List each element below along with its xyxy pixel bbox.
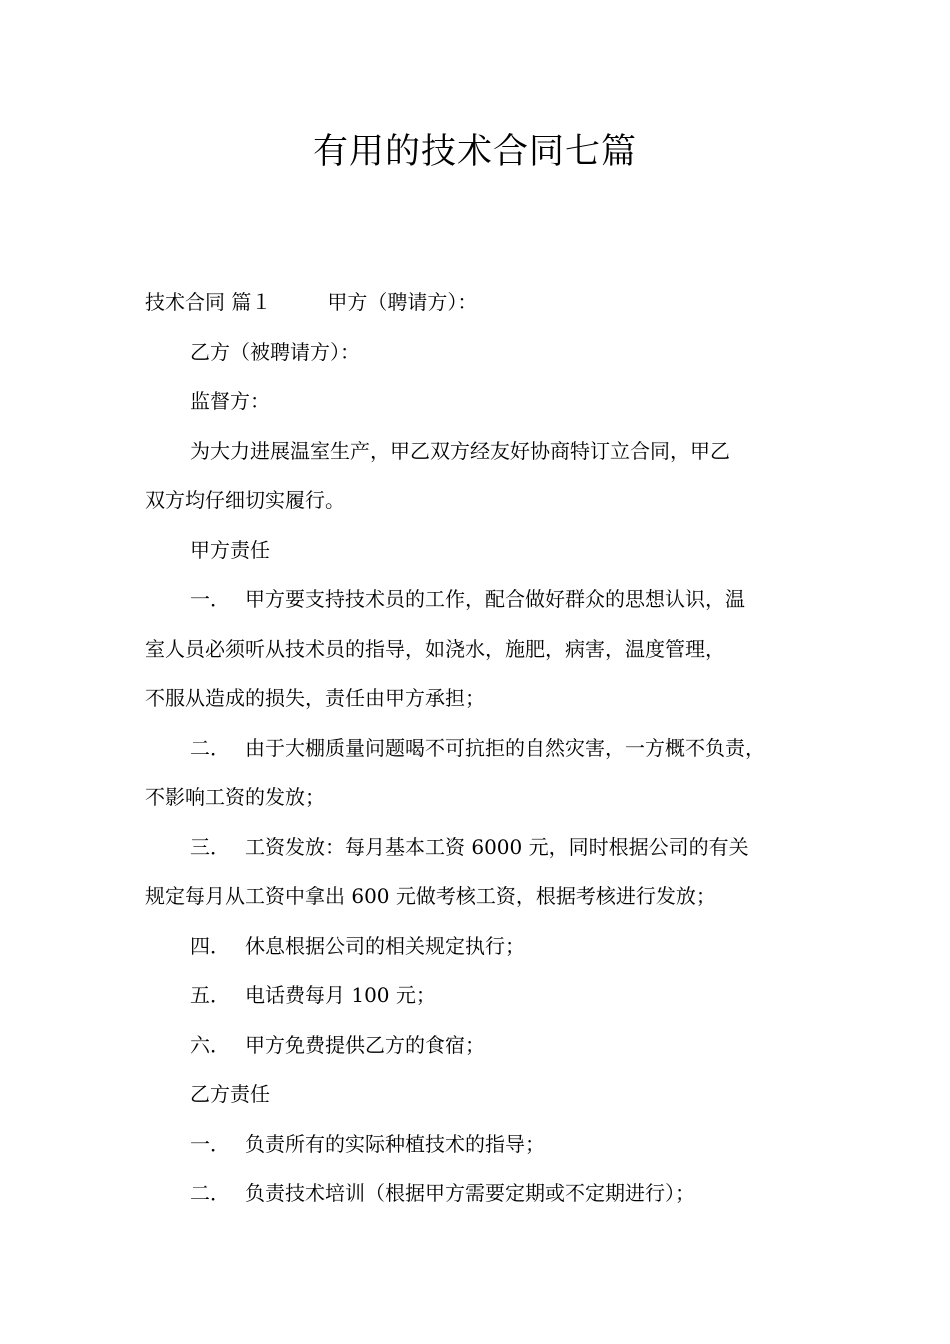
clause-a4 <box>145 926 825 976</box>
clause-a3-line-2: 规定每月从工资中拿出 600 元做考核工资，根据考核进行发放； <box>145 884 716 908</box>
clause-text: 休息根据公司的相关规定执行； <box>245 933 525 958</box>
contract-heading-line <box>145 282 825 332</box>
preamble-line-1: 为大力进展温室生产，甲乙双方经友好协商特订立合同，甲乙 <box>190 438 730 463</box>
supervisor-label: 监督方： <box>190 389 270 413</box>
clause-b2 <box>145 1173 825 1223</box>
clause-number: 六． <box>190 1032 230 1057</box>
contract-label: 技术合同 篇１ <box>145 290 272 314</box>
clause-a1-line-1 <box>145 579 825 629</box>
clause-number: 二． <box>190 735 230 760</box>
clause-text: 电话费每月 100 元； <box>245 983 436 1007</box>
clause-text: 负责所有的实际种植技术的指导； <box>245 1131 545 1156</box>
preamble-line-2: 双方均仔细切实履行。 <box>145 488 345 512</box>
party-a-label: 甲方（聘请方）： <box>327 290 478 314</box>
clause-number: 四． <box>190 933 230 958</box>
clause-a5 <box>145 975 825 1025</box>
document-body <box>145 282 825 1223</box>
clause-text: 由于大棚质量问题喝不可抗拒的自然灾害，一方概不负责， <box>245 735 765 760</box>
clause-a1-line-3: 不服从造成的损失，责任由甲方承担； <box>145 686 485 710</box>
clause-text: 工资发放：每月基本工资 6000 元，同时根据公司的有关 <box>245 834 749 859</box>
clause-a3-line-1 <box>145 827 825 877</box>
clause-number: 三． <box>190 834 230 859</box>
clause-number: 一． <box>190 1131 230 1156</box>
clause-a1-line-2: 室人员必须听从技术员的指导，如浇水，施肥，病害，温度管理， <box>145 636 725 661</box>
clause-a2-line-2: 不影响工资的发放； <box>145 785 325 809</box>
party-b-label: 乙方（被聘请方）： <box>190 339 360 364</box>
clause-a6 <box>145 1025 825 1075</box>
clause-number: 二． <box>190 1181 230 1205</box>
clause-a2-line-1 <box>145 728 825 778</box>
clause-text: 甲方免费提供乙方的食宿； <box>245 1032 485 1057</box>
clause-b1 <box>145 1124 825 1174</box>
clause-number: 五． <box>190 983 230 1007</box>
clause-number: 一． <box>190 587 230 611</box>
section-heading-party-a: 甲方责任 <box>190 537 270 562</box>
clause-text: 负责技术培训（根据甲方需要定期或不定期进行）； <box>245 1181 695 1205</box>
section-heading-party-b: 乙方责任 <box>190 1082 270 1106</box>
clause-text: 甲方要支持技术员的工作，配合做好群众的思想认识，温 <box>245 587 745 611</box>
document-title: 有用的技术合同七篇 <box>312 132 637 172</box>
